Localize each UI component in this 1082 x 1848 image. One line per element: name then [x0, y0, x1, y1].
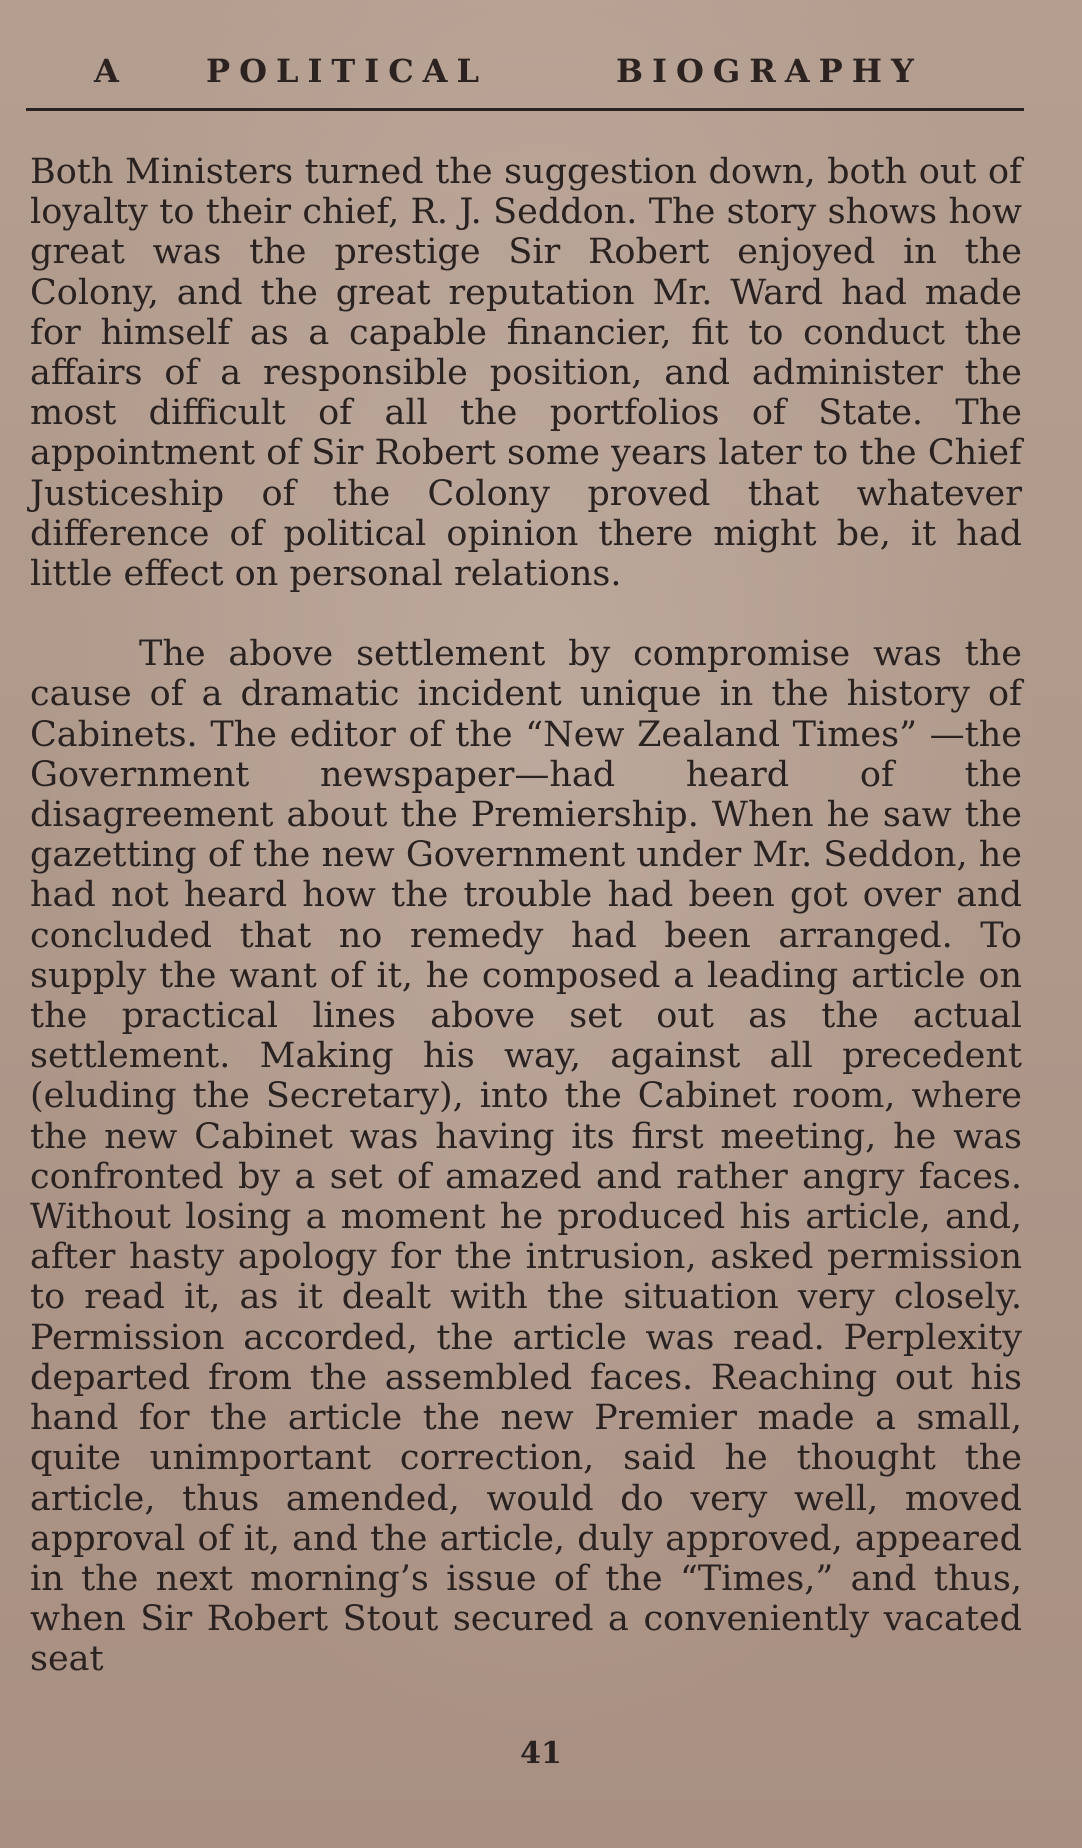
paragraph-2: The above settlement by compromise was the cause of a dramatic incident unique in the history of Cabinets. The editor of the “New Zealand Times” —the Government newspaper—had heard of the disagreement about the Premiership. When he saw the gazetting of the new Government under Mr. Seddon, he had not heard how the trouble had been got over and concluded that no remedy had been arranged. To supply the want of it, he composed a leading article on the practical lines above set out as the actual settlement. Making his way, against all precedent (eluding the Secretary), into the Cabinet room, where the new Cabinet was having its first meeting, he was confronted by a set of amazed and rather angry faces. Without losing a moment he produced his article, and, after hasty apology for the intrusion, asked permission to read it, as it dealt with the situation very closely. Permission accorded, the article was read. Perplexity departed from the assembled faces. Reaching out his hand for the article the new Premier made a small, quite unimportant correction, said he thought the article, thus amended, would do very well, moved approval of it, and the article, duly approved, appeared in the next morning’s issue of the “Times,” and thus, when Sir Robert Stout secured a conveniently vacated seat [30, 634, 1022, 1680]
running-head-word-1: A [94, 52, 128, 90]
page-number: 41 [520, 1736, 562, 1771]
running-head-word-2: POLITICAL [206, 52, 488, 90]
running-head-word-3: BIOGRAPHY [616, 52, 923, 90]
header-rule [26, 108, 1024, 111]
paragraph-1: Both Ministers turned the suggestion down, both out of loyalty to their chief, R. J. Seddon. The story shows how great was the prestige Sir Robert enjoyed in the Colony, and the great reputation Mr. Ward had made for himself as a capable financier, fit to conduct the affairs of a responsible position, and administer the most difficult of all the portfolios of State. The appointment of Sir Robert some years later to the Chief Justiceship of the Colony proved that whatever difference of political opinion there might be, it had little effect on personal relations. [30, 152, 1022, 595]
body-text [30, 152, 1022, 1680]
